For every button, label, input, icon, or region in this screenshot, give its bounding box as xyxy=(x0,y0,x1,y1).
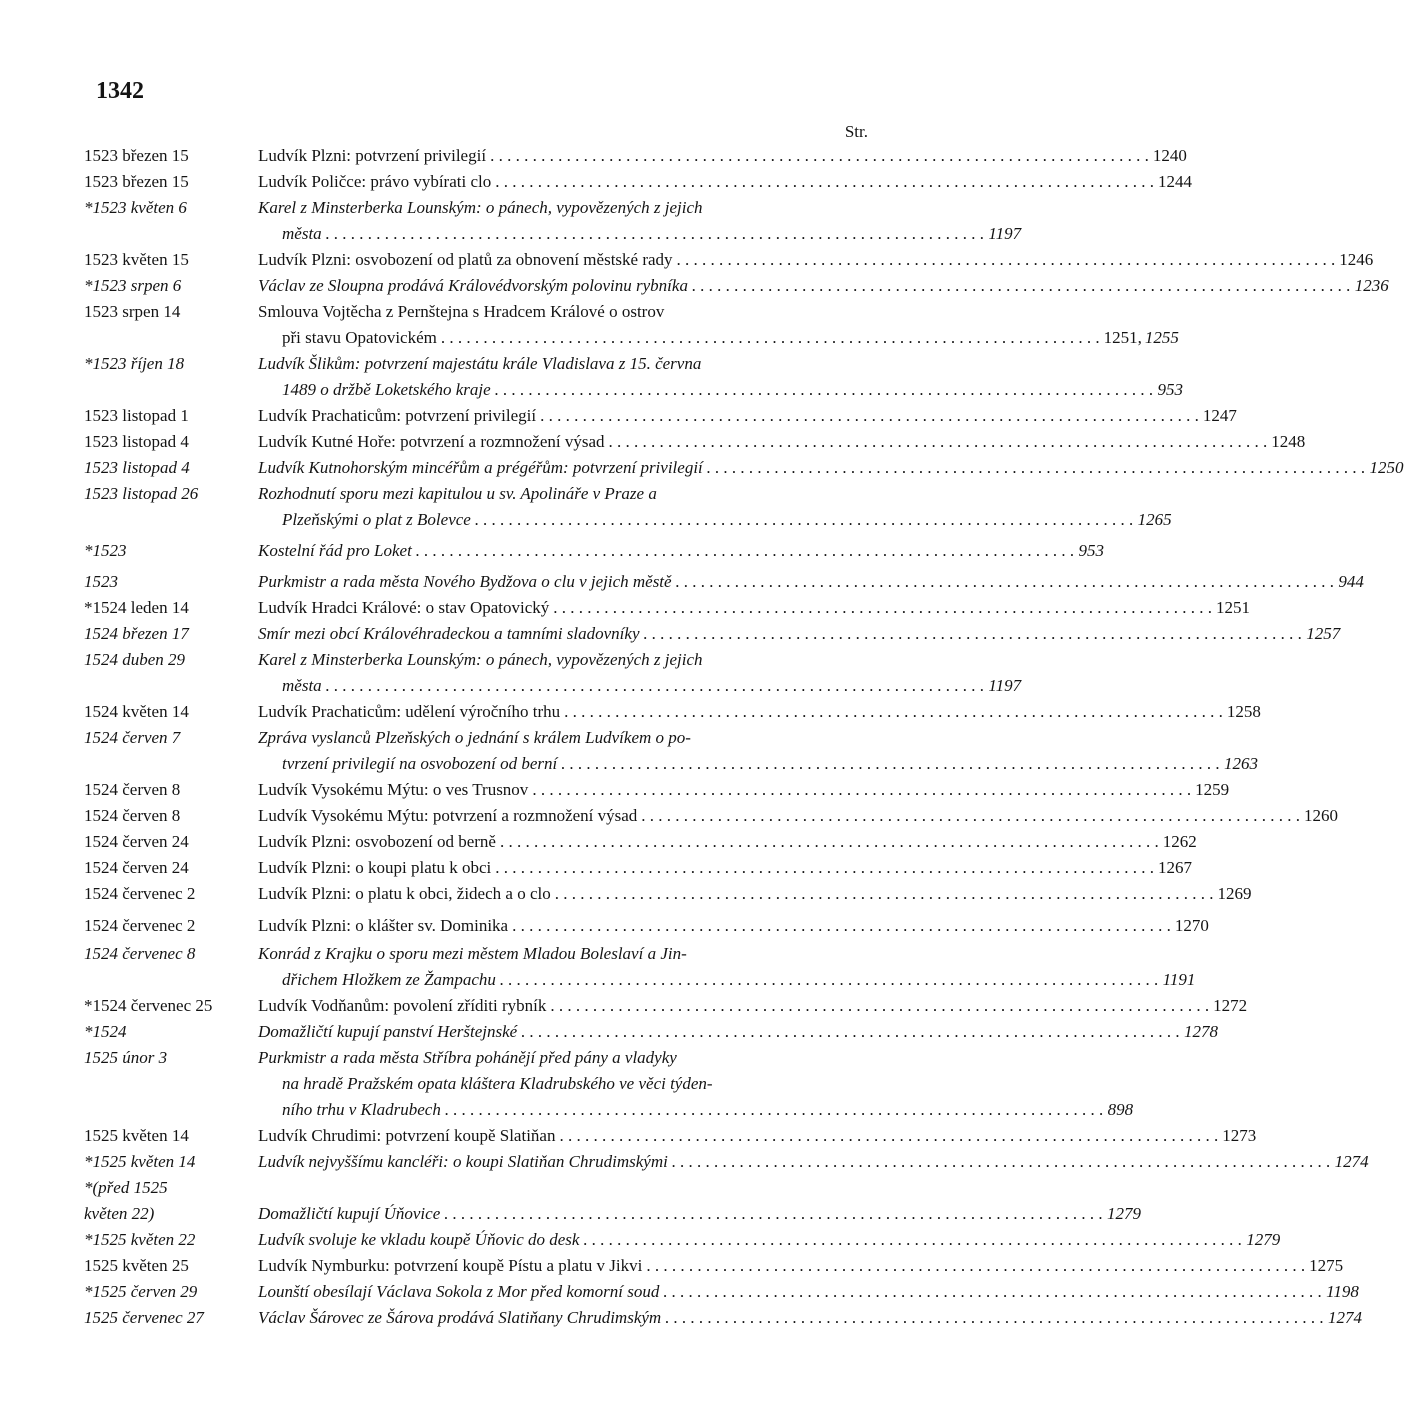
entry-date: 1524 červen 24 xyxy=(84,858,189,877)
entry-page-number: 1279 xyxy=(1107,1204,1141,1223)
entry-title xyxy=(258,1201,1141,1227)
dot-leader xyxy=(441,1097,1104,1123)
entry-text: Ludvík Vysokému Mýtu: o ves Trusnov xyxy=(258,780,529,799)
entry-date: 1523 srpen 14 xyxy=(84,302,181,321)
entry-title xyxy=(258,621,1341,647)
entry-title-continued xyxy=(282,377,1183,403)
entry-text: Ludvík Chrudimi: potvrzení koupě Slatiňan xyxy=(258,1126,556,1145)
entry-page-number: 953 xyxy=(1157,380,1183,399)
entry-page-number: 953 xyxy=(1078,541,1105,560)
dot-leader xyxy=(491,377,1154,403)
entry-title xyxy=(258,538,1105,564)
entry-page-number: 1191 xyxy=(1162,970,1196,989)
dot-leader xyxy=(551,881,1214,907)
entry-date: *1523 říjen 18 xyxy=(84,354,185,373)
dot-leader xyxy=(491,169,1154,195)
entry-text: Ludvík Plzni: osvobození od platů za obnovení městské rady xyxy=(258,250,673,269)
entry-title xyxy=(258,273,1389,299)
entry-page-number: 1269 xyxy=(1217,884,1252,903)
entry-date: 1523 březen 15 xyxy=(84,146,189,165)
dot-leader xyxy=(668,1149,1331,1175)
dot-leader xyxy=(437,325,1100,351)
entry-title xyxy=(258,647,870,673)
entry-page-number: 898 xyxy=(1107,1100,1134,1119)
entry-page-number: 1248 xyxy=(1271,432,1306,451)
entry-title xyxy=(258,1149,1369,1175)
entry-page-number: 1258 xyxy=(1226,702,1261,721)
entry-title xyxy=(258,299,870,325)
entry-date: *(před 1525 xyxy=(84,1178,168,1197)
entry-title xyxy=(258,351,870,377)
dot-leader xyxy=(412,538,1075,564)
page-column-header: Str. xyxy=(844,122,868,141)
entry-text: Ludvík Nymburku: potvrzení koupě Pístu a platu v Jikvi xyxy=(258,1256,643,1275)
entry-date: *1523 xyxy=(84,541,127,560)
entry-text: Ludvík Poličce: právo vybírati clo xyxy=(258,172,492,191)
entry-title xyxy=(258,1227,1281,1253)
dot-leader xyxy=(673,247,1336,273)
dot-leader xyxy=(661,1305,1324,1331)
entry-text: města xyxy=(282,224,322,243)
entry-date: 1523 listopad 4 xyxy=(84,432,189,451)
dot-leader xyxy=(496,829,1159,855)
entry-page-number: 1197 xyxy=(988,224,1022,243)
entry-page-number: 1278 xyxy=(1183,1022,1218,1041)
entry-text: Ludvík Hradci Králové: o stav Opatovický xyxy=(258,598,550,617)
entry-title xyxy=(258,1279,1359,1305)
entry-text: Konrád z Krajku o sporu mezi městem Mladou Boleslaví a Jin- xyxy=(258,944,687,963)
entry-text: Ludvík Plzni: osvobození od berně xyxy=(258,832,496,851)
entry-page-number: 1274 xyxy=(1334,1152,1369,1171)
entry-text: Plzeňskými o plat z Bolevce xyxy=(282,510,471,529)
entry-date: 1524 duben 29 xyxy=(84,650,186,669)
entry-title-continued xyxy=(282,507,1172,533)
entry-page-number: 1274 xyxy=(1327,1308,1362,1327)
dot-leader xyxy=(557,751,1220,777)
dot-leader xyxy=(536,403,1199,429)
entry-text: města xyxy=(282,676,322,695)
dot-leader xyxy=(637,803,1300,829)
dot-leader xyxy=(640,621,1303,647)
entry-date: 1524 červenec 2 xyxy=(84,884,196,903)
entry-text: Ludvík Šlikům: potvrzení majestátu krále Vladislava z 15. června xyxy=(258,354,702,373)
entry-page-number: 1260 xyxy=(1304,806,1339,825)
dot-leader xyxy=(688,273,1351,299)
entry-text: Václav ze Sloupna prodává Královédvorským polovinu rybníka xyxy=(258,276,688,295)
entry-page-number: 1263 xyxy=(1224,754,1259,773)
entry-date: *1524 leden 14 xyxy=(84,598,189,617)
entry-title xyxy=(258,699,1261,725)
page-number: 1342 xyxy=(96,78,144,104)
entry-title-continued xyxy=(282,1071,870,1097)
entry-text: tvrzení privilegií na osvobození od berní xyxy=(282,754,558,773)
entry-title xyxy=(258,595,1251,621)
entry-page-number: 1275 xyxy=(1309,1256,1344,1275)
entry-title xyxy=(258,941,870,967)
entry-text: Smlouva Vojtěcha z Pernštejna s Hradcem Králové o ostrov xyxy=(258,302,665,321)
dot-leader xyxy=(605,429,1268,455)
entry-title xyxy=(258,481,870,507)
entry-text: na hradě Pražském opata kláštera Kladrubského ve věci týden- xyxy=(282,1074,713,1093)
entry-title xyxy=(258,143,1187,169)
dot-leader xyxy=(486,143,1149,169)
entry-date: 1524 červen 7 xyxy=(84,728,181,747)
entry-date: *1525 květen 14 xyxy=(84,1152,196,1171)
dot-leader xyxy=(517,1019,1180,1045)
entry-date: *1523 srpen 6 xyxy=(84,276,182,295)
entry-title xyxy=(258,993,1248,1019)
entry-text: při stavu Opatovickém xyxy=(282,328,437,347)
dot-leader xyxy=(528,777,1191,803)
entry-date: 1524 červen 24 xyxy=(84,832,189,851)
entry-text: Domažličtí kupují Úňovice xyxy=(258,1204,441,1223)
entry-date: 1525 květen 14 xyxy=(84,1126,189,1145)
entry-text: Ludvík svoluje ke vkladu koupě Úňovic do desk xyxy=(258,1230,580,1249)
entry-page-number: 1246 xyxy=(1339,250,1374,269)
entry-text: Ludvík Plzni: potvrzení privilegií xyxy=(258,146,487,165)
entry-date-continued: květen 22) xyxy=(84,1204,155,1223)
dot-leader xyxy=(549,595,1212,621)
entry-page-number: 1257 xyxy=(1306,624,1341,643)
dot-leader xyxy=(703,455,1366,481)
entry-text: Ludvík Prachaticům: potvrzení privilegií xyxy=(258,406,537,425)
entry-text: Purkmistr a rada města Stříbra pohánějí před pány a vladyky xyxy=(258,1048,677,1067)
entry-page-number: 1270 xyxy=(1174,916,1209,935)
entry-text: ního trhu v Kladrubech xyxy=(282,1100,441,1119)
entry-page-number: 1250 xyxy=(1369,458,1404,477)
entry-date: *1525 červen 29 xyxy=(84,1282,198,1301)
entry-page-number: 944 xyxy=(1338,572,1364,591)
entry-page-number: 1251 xyxy=(1216,598,1251,617)
entry-text: Lounští obesílají Václava Sokola z Mor před komorní soud xyxy=(258,1282,660,1301)
entry-title-continued xyxy=(282,673,1022,699)
entry-title xyxy=(258,169,1192,195)
entry-page-number-secondary: 1255 xyxy=(1144,328,1179,347)
entry-title xyxy=(258,247,1374,273)
dot-leader xyxy=(555,1123,1218,1149)
entry-text: Ludvík Plzni: o koupi platu k obci xyxy=(258,858,492,877)
entry-text: Ludvík Vysokému Mýtu: potvrzení a rozmnožení výsad xyxy=(258,806,638,825)
entry-date: 1524 červen 8 xyxy=(84,806,181,825)
entry-date: *1524 xyxy=(84,1022,127,1041)
entry-title-continued xyxy=(282,325,1179,351)
entry-page-number: 1236 xyxy=(1354,276,1389,295)
entry-page-number: 1272 xyxy=(1213,996,1248,1015)
dot-leader xyxy=(560,699,1223,725)
dot-leader xyxy=(672,569,1335,595)
entry-title xyxy=(258,429,1306,455)
entry-text: Purkmistr a rada města Nového Bydžova o clu v jejich městě xyxy=(258,572,672,591)
entry-text: Ludvík Plzni: o platu k obci, židech a o clo xyxy=(258,884,551,903)
entry-title xyxy=(258,803,1339,829)
entry-title xyxy=(258,1253,1344,1279)
entry-page-number: 1247 xyxy=(1202,406,1237,425)
entry-text: Karel z Minsterberka Lounským: o pánech, vypovězených z jejich xyxy=(258,198,703,217)
dot-leader xyxy=(322,673,985,699)
entry-title xyxy=(258,881,1252,907)
entry-page-number: 1240 xyxy=(1152,146,1187,165)
entry-text: Václav Šárovec ze Šárova prodává Slatiňany Chrudimským xyxy=(258,1308,662,1327)
entry-text: Smír mezi obcí Královéhradeckou a tamními sladovníky xyxy=(258,624,640,643)
entry-text: dřichem Hložkem ze Žampachu xyxy=(282,970,496,989)
entry-date: 1524 květen 14 xyxy=(84,702,189,721)
entry-page-number: 1251, xyxy=(1103,328,1142,347)
entry-date: 1524 březen 17 xyxy=(84,624,189,643)
entry-page-number: 1267 xyxy=(1158,858,1193,877)
entry-title-continued xyxy=(282,751,1259,777)
entry-text: Domažličtí kupují panství Herštejnské xyxy=(258,1022,518,1041)
entry-date: *1525 květen 22 xyxy=(84,1230,196,1249)
entry-page-number: 1259 xyxy=(1195,780,1230,799)
entry-text: Ludvík Kutnohorským mincéřům a prégéřům: potvrzení privilegií xyxy=(258,458,703,477)
entry-text: Ludvík Kutné Hoře: potvrzení a rozmnožení výsad xyxy=(258,432,605,451)
entry-title xyxy=(258,195,870,221)
entry-title xyxy=(258,1305,1362,1331)
entry-text: Karel z Minsterberka Lounským: o pánech, vypovězených z jejich xyxy=(258,650,703,669)
entry-text: Kostelní řád pro Loket xyxy=(258,541,412,560)
entry-title-continued xyxy=(282,967,1196,993)
entry-page-number: 1265 xyxy=(1137,510,1172,529)
entry-page-number: 1279 xyxy=(1246,1230,1281,1249)
entry-title xyxy=(258,725,870,751)
entry-text: Rozhodnutí sporu mezi kapitulou u sv. Apolináře v Praze a xyxy=(258,484,657,503)
entry-title xyxy=(258,569,1364,595)
entry-text: Ludvík Prachaticům: udělení výročního trhu xyxy=(258,702,561,721)
entry-date: *1524 červenec 25 xyxy=(84,996,213,1015)
entry-title xyxy=(258,829,1197,855)
dot-leader xyxy=(440,1201,1103,1227)
entry-date: 1523 březen 15 xyxy=(84,172,189,191)
entry-title xyxy=(258,777,1230,803)
dot-leader xyxy=(579,1227,1242,1253)
entry-date: 1523 xyxy=(84,572,118,591)
dot-leader xyxy=(659,1279,1322,1305)
entry-title xyxy=(258,913,1209,939)
entry-text: 1489 o držbě Loketského kraje xyxy=(282,380,491,399)
dot-leader xyxy=(642,1253,1305,1279)
entry-text: Zpráva vyslanců Plzeňských o jednání s králem Ludvíkem o po- xyxy=(258,728,691,747)
entry-title-continued xyxy=(282,221,1022,247)
dot-leader xyxy=(491,855,1154,881)
entry-page-number: 1262 xyxy=(1162,832,1197,851)
entry-date: *1523 květen 6 xyxy=(84,198,187,217)
dot-leader xyxy=(546,993,1209,1019)
entry-title xyxy=(258,1019,1218,1045)
entry-page-number: 1273 xyxy=(1222,1126,1257,1145)
entry-date: 1525 červenec 27 xyxy=(84,1308,204,1327)
entry-page-number: 1244 xyxy=(1157,172,1192,191)
entry-date: 1524 červen 8 xyxy=(84,780,181,799)
entry-date: 1523 listopad 4 xyxy=(84,458,190,477)
entry-date: 1524 červenec 2 xyxy=(84,916,196,935)
entry-date: 1523 listopad 1 xyxy=(84,406,189,425)
dot-leader xyxy=(471,507,1134,533)
entry-date: 1525 květen 25 xyxy=(84,1256,189,1275)
entry-date: 1523 listopad 26 xyxy=(84,484,199,503)
entry-date: 1525 únor 3 xyxy=(84,1048,168,1067)
entry-title-continued xyxy=(282,1097,1134,1123)
entry-page-number: 1197 xyxy=(988,676,1022,695)
entry-title xyxy=(258,455,1404,481)
entry-title xyxy=(258,1123,1257,1149)
entry-page-number: 1198 xyxy=(1326,1282,1359,1301)
entry-title xyxy=(258,855,1193,881)
entry-date: 1523 květen 15 xyxy=(84,250,189,269)
dot-leader xyxy=(496,967,1159,993)
entry-title xyxy=(258,1045,870,1071)
entry-date: 1524 červenec 8 xyxy=(84,944,196,963)
dot-leader xyxy=(322,221,985,247)
entry-text: Ludvík Vodňanům: povolení zříditi rybník xyxy=(258,996,547,1015)
entry-title xyxy=(258,403,1237,429)
entry-text: Ludvík Plzni: o klášter sv. Dominika xyxy=(258,916,509,935)
entry-text: Ludvík nejvyššímu kancléři: o koupi Slatiňan Chrudimskými xyxy=(258,1152,668,1171)
dot-leader xyxy=(508,913,1171,939)
